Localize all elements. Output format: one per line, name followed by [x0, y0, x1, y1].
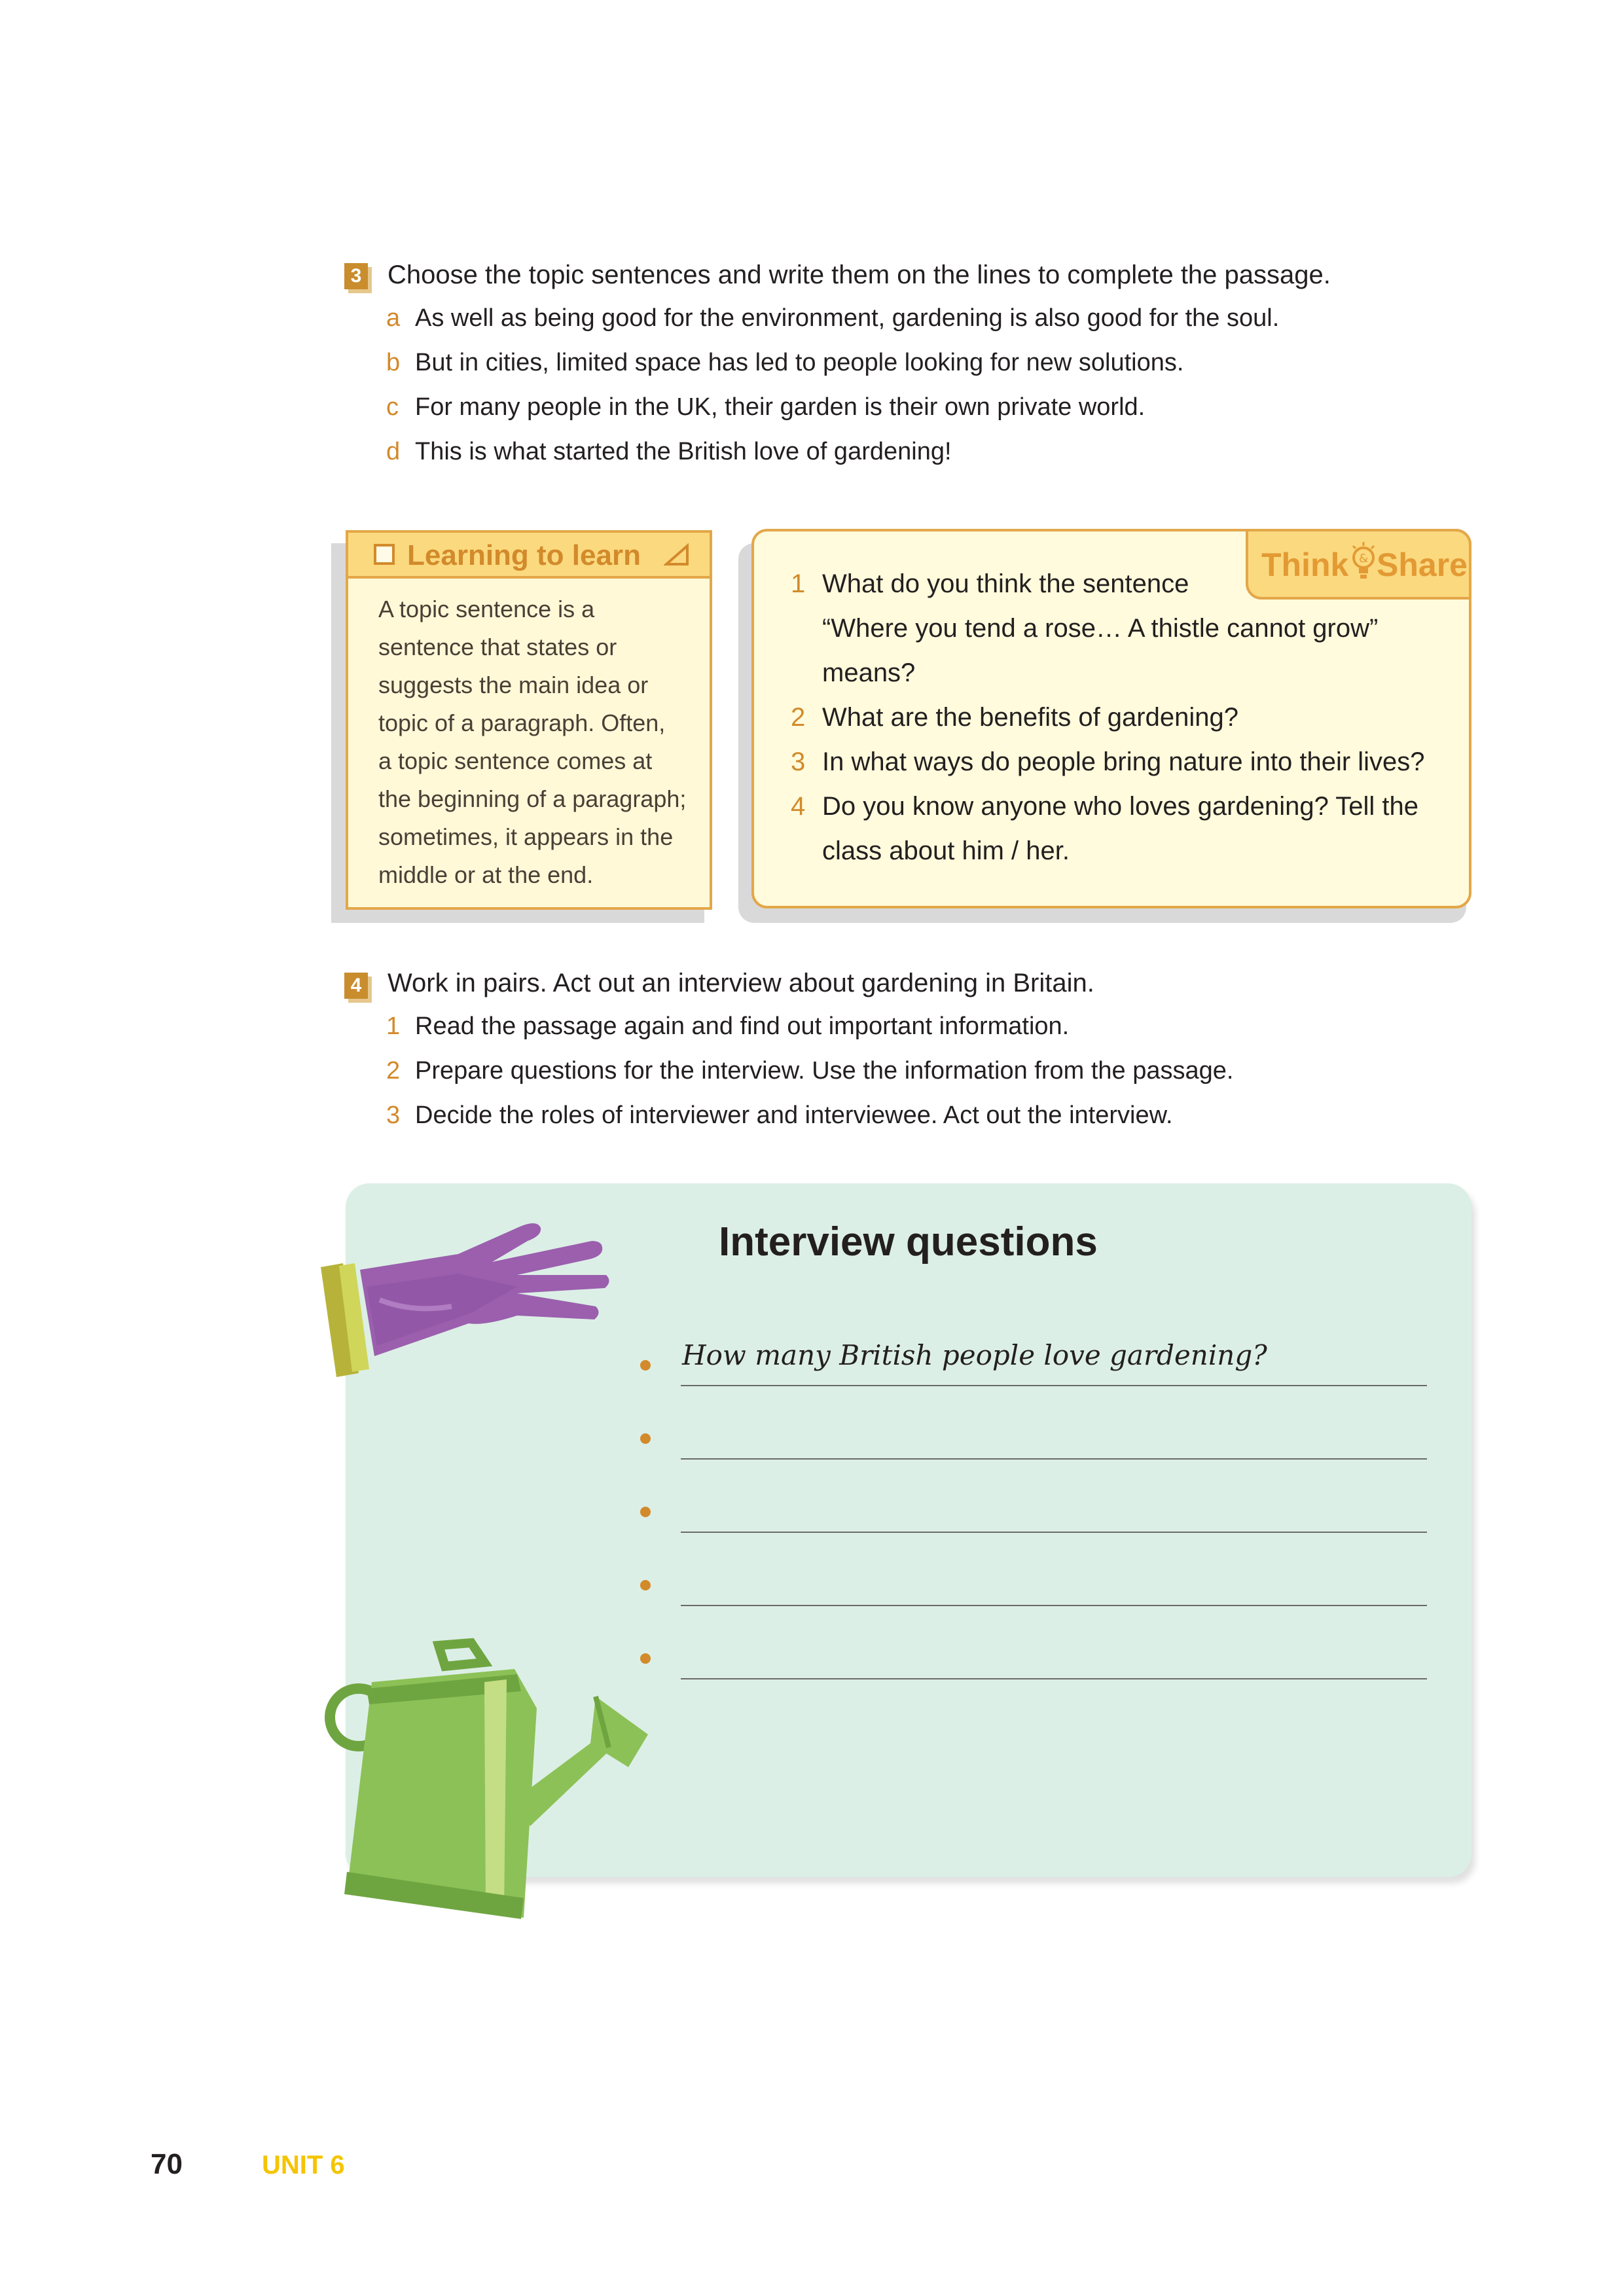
- learning-box-title: Learning to learn: [407, 539, 641, 571]
- option-b: [386, 347, 1183, 378]
- question-number: 2: [791, 703, 806, 732]
- learning-text-line: sentence that states or: [378, 634, 617, 660]
- learning-text-line: a topic sentence comes at: [378, 747, 653, 774]
- question-text: What are the benefits of gardening?: [822, 703, 1238, 732]
- question-text: class about him / her.: [822, 836, 1070, 865]
- interview-title: Interview questions: [719, 1219, 1098, 1265]
- exercise-4-number: 4: [344, 973, 368, 999]
- ampersand-mark: &: [1358, 552, 1369, 565]
- learning-text-line: the beginning of a paragraph;: [378, 785, 687, 812]
- learning-text-line: topic of a paragraph. Often,: [378, 709, 666, 736]
- option-key: d: [386, 438, 401, 465]
- learning-text-line: middle or at the end.: [378, 861, 594, 888]
- checkbox-icon: [373, 543, 395, 565]
- answer-line[interactable]: [681, 1532, 1427, 1533]
- learning-text-line: sometimes, it appears in the: [378, 823, 674, 850]
- bullet: [640, 1360, 651, 1371]
- answer-line[interactable]: [681, 1385, 1427, 1386]
- bullet: [640, 1580, 651, 1590]
- option-key: c: [386, 393, 399, 421]
- question-number: 3: [791, 747, 806, 776]
- option-c: [386, 391, 1145, 423]
- step-key: 3: [386, 1102, 401, 1129]
- option-text: This is what started the British love of gardening!: [415, 438, 952, 465]
- glove-icon: [321, 1215, 622, 1385]
- question-text: What do you think the sentence: [822, 569, 1189, 598]
- answer-line[interactable]: [681, 1458, 1427, 1460]
- lightbulb-icon: [1350, 541, 1377, 584]
- option-text: For many people in the UK, their garden is their own private world.: [415, 393, 1146, 421]
- question-text: In what ways do people bring nature into their lives?: [822, 747, 1425, 776]
- bullet: [640, 1433, 651, 1444]
- step-text: Read the passage again and find out important information.: [415, 1013, 1070, 1040]
- watering-can-icon: [321, 1636, 661, 1937]
- question-number: 1: [791, 569, 806, 598]
- answer-line[interactable]: [681, 1678, 1427, 1679]
- option-text: As well as being good for the environment, gardening is also good for the soul.: [415, 304, 1280, 332]
- question-number: 4: [791, 792, 806, 821]
- think-share-tab: [1246, 529, 1471, 600]
- learning-to-learn-box: [346, 530, 712, 910]
- interview-answer: How many British people love gardening?: [682, 1339, 1267, 1371]
- think-label: Think: [1261, 547, 1349, 583]
- step-key: 1: [386, 1013, 401, 1040]
- answer-line[interactable]: [681, 1605, 1427, 1606]
- exercise-4-instruction: Work in pairs. Act out an interview about gardening in Britain.: [388, 969, 1094, 997]
- learning-text-line: suggests the main idea or: [378, 672, 649, 698]
- option-d: [386, 436, 952, 467]
- option-key: b: [386, 349, 401, 376]
- question-text: means?: [822, 658, 916, 687]
- step-1: [386, 1011, 1069, 1042]
- step-text: Decide the roles of interviewer and interviewee. Act out the interview.: [415, 1102, 1173, 1129]
- option-key: a: [386, 304, 401, 332]
- step-key: 2: [386, 1057, 401, 1085]
- option-text: But in cities, limited space has led to people looking for new solutions.: [415, 349, 1184, 376]
- learning-box-header: [348, 533, 710, 579]
- step-3: [386, 1100, 1173, 1131]
- triangle-ruler-icon: [664, 543, 690, 567]
- question-text: Do you know anyone who loves gardening? Tell the: [822, 792, 1418, 821]
- exercise-3-number: 3: [344, 263, 368, 289]
- bullet: [640, 1507, 651, 1517]
- step-2: [386, 1055, 1233, 1086]
- step-text: Prepare questions for the interview. Use the information from the passage.: [415, 1057, 1234, 1085]
- share-label: Share: [1377, 547, 1468, 583]
- think-share-box: [751, 529, 1471, 908]
- unit-label: UNIT 6: [262, 2151, 345, 2179]
- question-text: “Where you tend a rose… A thistle cannot grow”: [822, 614, 1379, 643]
- learning-text-line: A topic sentence is a: [378, 596, 595, 622]
- exercise-3-instruction: Choose the topic sentences and write them on the lines to complete the passage.: [388, 260, 1331, 289]
- page-number: 70: [151, 2148, 183, 2180]
- option-a: [386, 302, 1279, 334]
